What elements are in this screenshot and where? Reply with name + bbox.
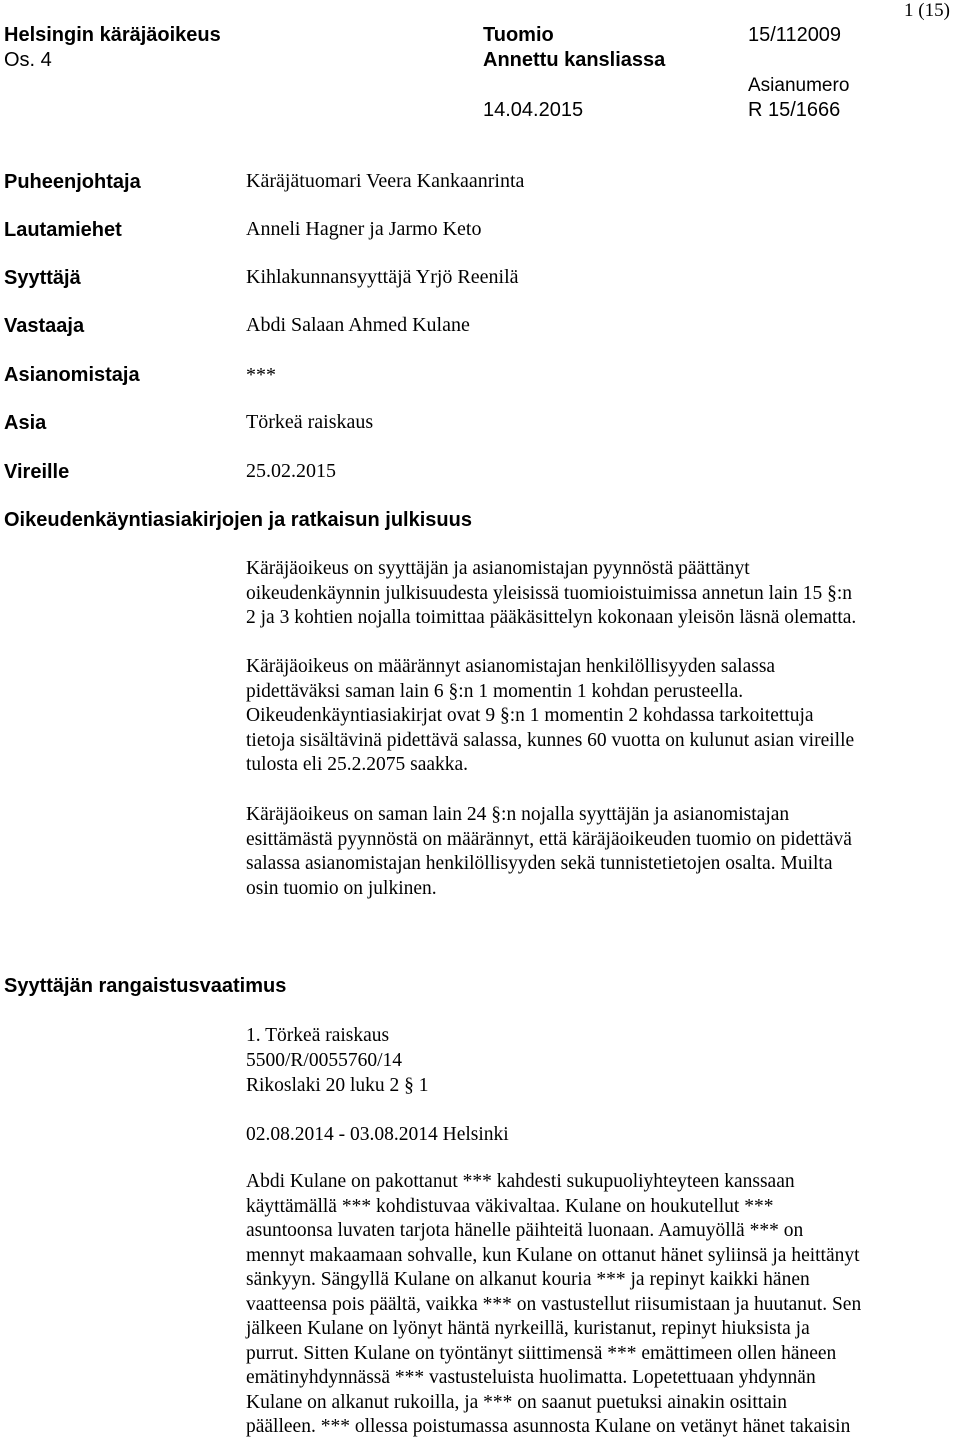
text-line: käyttämällä *** kohdistuvaa väkivaltaa. Kulane on houkutellut *** bbox=[246, 1195, 774, 1217]
party-value-lay-judges: Anneli Hagner ja Jarmo Keto bbox=[246, 218, 482, 240]
text-line: mennyt makaamaan sohvalle, kun Kulane on ottanut hänet syliinsä ja heittänyt bbox=[246, 1244, 860, 1266]
text-line: sänkyyn. Sängyllä Kulane on alkanut kouria *** ja repinyt kaikki hänen bbox=[246, 1269, 810, 1290]
party-value-filed: 25.02.2015 bbox=[246, 460, 336, 482]
charge-law: Rikoslaki 20 luku 2 § 1 bbox=[246, 1075, 429, 1096]
party-value-prosecutor: Kihlakunnansyyttäjä Yrjö Reenilä bbox=[246, 266, 519, 288]
text-line: Abdi Kulane on pakottanut *** kahdesti sukupuoliyhteyteen kanssaan bbox=[246, 1171, 795, 1192]
charge-reference: 5500/R/0055760/14 bbox=[246, 1050, 403, 1071]
text-line: 2 ja 3 kohtien nojalla toimittaa pääkäsittelyn kokonaan yleisön läsnä olematta. bbox=[246, 607, 857, 628]
text-line: vaatteensa pois päältä, vaikka *** on vastustellut riisumistaan ja huutanut. Sen bbox=[246, 1293, 862, 1315]
department: Os. 4 bbox=[4, 49, 52, 71]
case-number-label: Asianumero bbox=[748, 75, 850, 96]
party-label-matter: Asia bbox=[4, 412, 47, 434]
text-line: Kulane on alkanut rukoilla, ja *** on saanut puetuksi ainakin osittain bbox=[246, 1391, 788, 1413]
party-label-filed: Vireille bbox=[4, 461, 70, 483]
time-place-text: 02.08.2014 - 03.08.2014 Helsinki bbox=[246, 1124, 509, 1145]
charge-description bbox=[246, 1170, 960, 1440]
case-number: R 15/1666 bbox=[748, 99, 841, 121]
document-number: 15/112009 bbox=[748, 24, 842, 46]
party-value-complainant: *** bbox=[246, 364, 276, 386]
text-line: osin tuomio on julkinen. bbox=[246, 877, 437, 899]
text-line: tulosta eli 25.2.2075 saakka. bbox=[246, 754, 469, 775]
charge-block bbox=[246, 1023, 960, 1098]
text-line: pidettäväksi saman lain 6 §:n 1 momentin 1 kohdan perusteella. bbox=[246, 680, 744, 702]
text-line: emätinyhdynnässä *** vastusteluista huolimatta. Lopetettuaan yhdynnän bbox=[246, 1367, 816, 1388]
court-name: Helsingin käräjäoikeus bbox=[4, 24, 221, 46]
charge-time-place bbox=[246, 1123, 960, 1148]
text-line: asuntoonsa luvaten tarjota hänelle päihteitä luonaan. Aamuyöllä *** on bbox=[246, 1220, 804, 1241]
text-line: esittämästä pyynnöstä on määrännyt, että käräjäoikeuden tuomio on pidettävä bbox=[246, 828, 852, 850]
publicity-paragraph-3 bbox=[246, 803, 960, 901]
text-line: Käräjäoikeus on saman lain 24 §:n nojalla syyttäjän ja asianomistajan bbox=[246, 804, 790, 825]
document-date: 14.04.2015 bbox=[483, 99, 584, 121]
charge-title: 1. Törkeä raiskaus bbox=[246, 1025, 390, 1046]
party-label-chair: Puheenjohtaja bbox=[4, 171, 141, 193]
party-value-defendant: Abdi Salaan Ahmed Kulane bbox=[246, 314, 470, 336]
party-label-prosecutor: Syyttäjä bbox=[4, 267, 81, 289]
text-line: purrut. Sitten Kulane on työntänyt siittimensä *** emättimeen ollen häneen bbox=[246, 1342, 837, 1364]
delivery-note: Annettu kansliassa bbox=[483, 49, 666, 71]
prosecution-heading: Syyttäjän rangaistusvaatimus bbox=[4, 975, 287, 997]
text-line: tietoja sisältävinä pidettävä salassa, kunnes 60 vuotta on kulunut asian vireille bbox=[246, 729, 855, 751]
text-line: Käräjäoikeus on määrännyt asianomistajan henkilöllisyyden salassa bbox=[246, 656, 776, 677]
publicity-paragraph-2 bbox=[246, 655, 960, 778]
party-value-chair: Käräjätuomari Veera Kankaanrinta bbox=[246, 170, 525, 192]
publicity-heading: Oikeudenkäyntiasiakirjojen ja ratkaisun julkisuus bbox=[4, 509, 472, 531]
page-number: 1 (15) bbox=[904, 0, 950, 21]
text-line: Oikeudenkäyntiasiakirjat ovat 9 §:n 1 momentin 2 kohdassa tarkoitettuja bbox=[246, 705, 814, 726]
text-line: salassa asianomistajan henkilöllisyyden sekä tunnistetietojen osalta. Muilta bbox=[246, 853, 833, 874]
party-value-matter: Törkeä raiskaus bbox=[246, 411, 374, 433]
text-line: jälkeen Kulane on lyönyt häntä nyrkeillä, kuristanut, repinyt hiuksista ja bbox=[246, 1318, 810, 1339]
party-label-complainant: Asianomistaja bbox=[4, 364, 140, 386]
publicity-paragraph-1 bbox=[246, 557, 960, 631]
party-label-lay-judges: Lautamiehet bbox=[4, 219, 122, 241]
document-type: Tuomio bbox=[483, 24, 554, 46]
party-label-defendant: Vastaaja bbox=[4, 315, 85, 337]
text-line: päälleen. *** ollessa poistumassa asunnosta Kulane on vetänyt hänet takaisin bbox=[246, 1416, 851, 1437]
text-line: Käräjäoikeus on syyttäjän ja asianomistajan pyynnöstä päättänyt bbox=[246, 558, 750, 579]
text-line: oikeudenkäynnin julkisuudesta yleisissä tuomioistuimissa annetun lain 15 §:n bbox=[246, 582, 853, 604]
